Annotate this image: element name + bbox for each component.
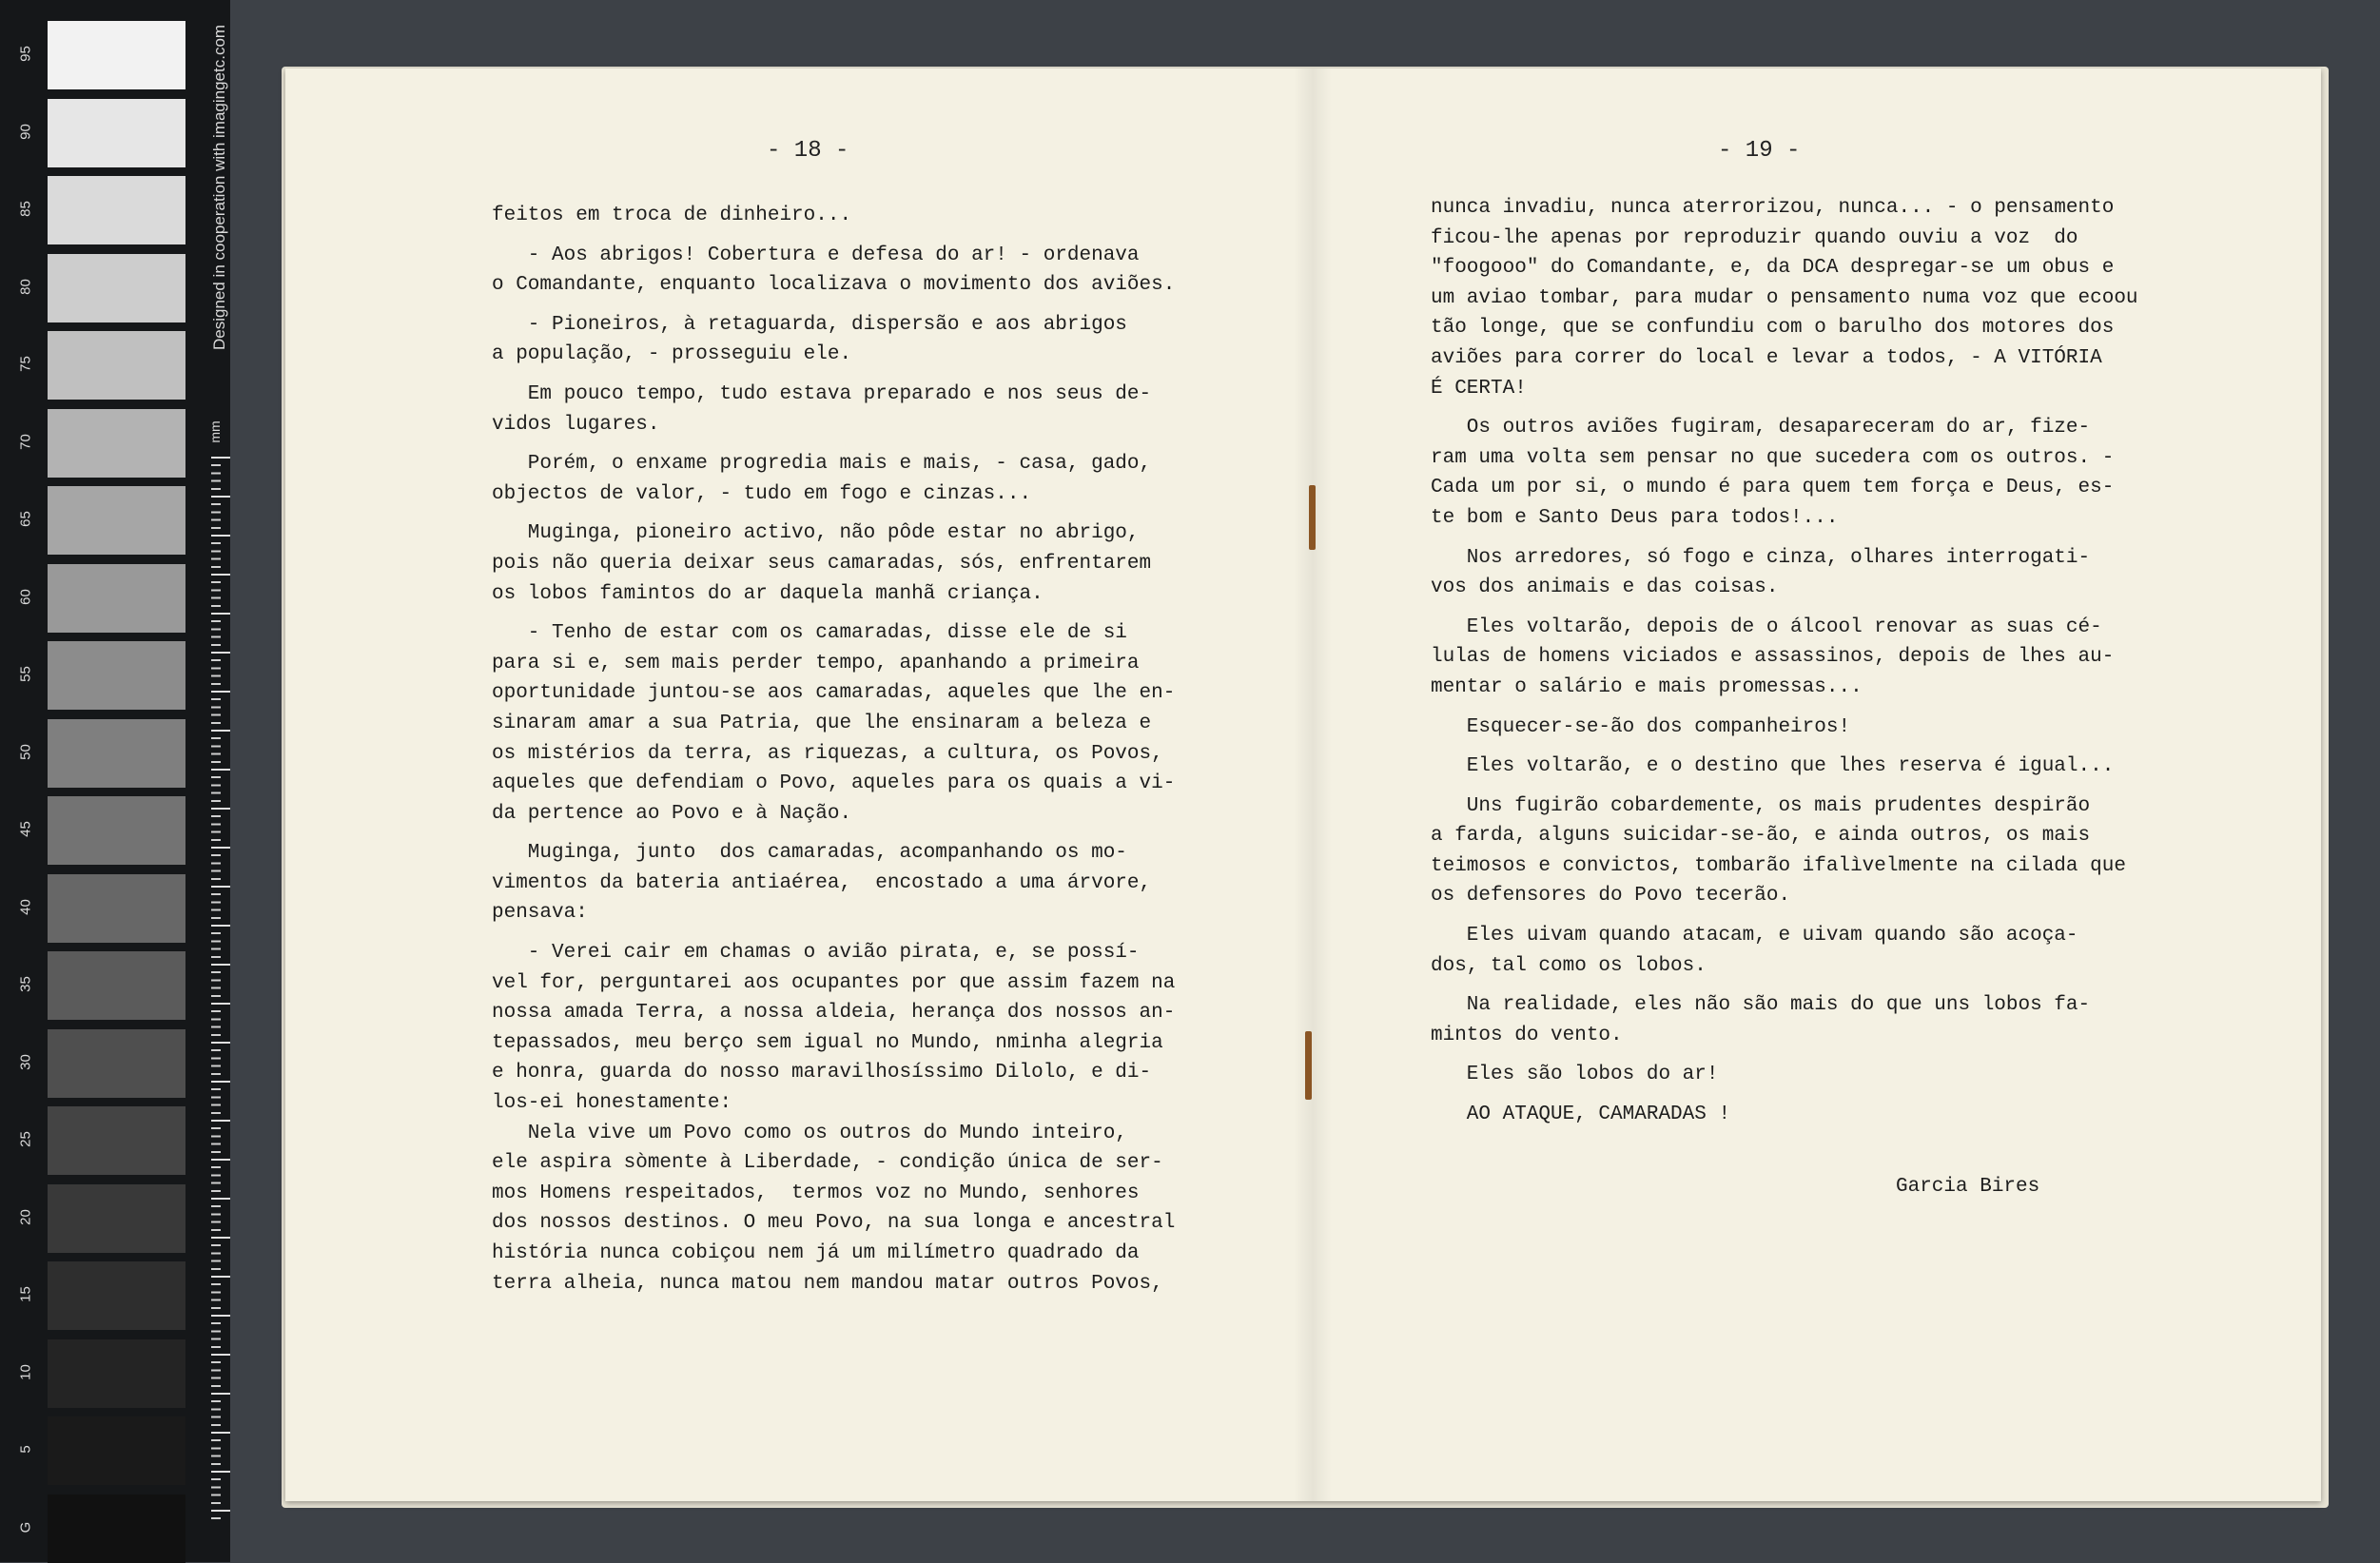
text-line: teimosos e convictos, tombarão ifalìvelmente na cilada que — [1431, 854, 2126, 877]
text-line: Os outros aviões fugiram, desapareceram do ar, fize- — [1431, 417, 2091, 440]
text-line: história nunca cobiçou nem já um milímetro quadrado da — [492, 1242, 1140, 1264]
patch-label: 20 — [17, 1208, 34, 1225]
text-line: terra alheia, nunca matou nem mandou matar outros Povos, — [492, 1272, 1163, 1295]
text-line: - Tenho de estar com os camaradas, disse ele de si — [492, 622, 1127, 645]
text-line: Porém, o enxame progredia mais e mais, - casa, gado, — [492, 453, 1152, 476]
patch-label: 15 — [17, 1286, 34, 1302]
paragraph-gap — [492, 231, 1175, 241]
patch-label: 65 — [17, 511, 34, 527]
text-line: ram uma volta sem pensar no que sucedera com os outros. - — [1431, 446, 2115, 469]
text-line: da pertence ao Povo e à Nação. — [492, 802, 852, 825]
patch-label: 70 — [17, 433, 34, 450]
author-signature: Garcia Bires — [1896, 1176, 2040, 1198]
text-line: Uns fugirão cobardemente, os mais prudentes despirão — [1431, 794, 2091, 817]
gray-patch — [48, 254, 185, 322]
text-line: para si e, sem mais perder tempo, apanhando a primeira — [492, 652, 1140, 674]
paragraph-gap — [1431, 703, 2138, 713]
right-page-text — [1431, 193, 2138, 1130]
paragraph-gap — [1431, 603, 2138, 613]
paragraph-gap — [1431, 1090, 2138, 1100]
paragraph-gap — [1431, 981, 2138, 990]
right-page-number: - 19 - — [1718, 138, 1801, 164]
gray-patch — [48, 874, 185, 943]
text-line: pois não queria deixar seus camaradas, sós, enfrentarem — [492, 552, 1152, 575]
text-line: aviões para correr do local e levar a todos, - A VITÓRIA — [1431, 346, 2102, 369]
patch-label: 75 — [17, 356, 34, 372]
text-line: Nos arredores, só fogo e cinza, olhares interrogati- — [1431, 546, 2091, 569]
gray-patch — [48, 1106, 185, 1175]
text-line: - Verei cair em chamas o avião pirata, e, se possí- — [492, 942, 1140, 965]
calibration-credit: Designed in cooperation with imagingetc.com — [210, 24, 228, 350]
text-line: Esquecer-se-ão dos companheiros! — [1431, 715, 1851, 738]
patch-label: 95 — [17, 46, 34, 62]
ruler-unit-label: mm — [207, 420, 223, 443]
text-line: lulas de homens viciados e assassinos, depois de lhes au- — [1431, 646, 2115, 669]
text-line: ele aspira sòmente à Liberdade, - condição única de ser- — [492, 1152, 1163, 1175]
paragraph-gap — [1431, 911, 2138, 921]
text-line: Eles voltarão, depois de o álcool renovar as suas cé- — [1431, 615, 2102, 638]
paragraph-gap — [1431, 742, 2138, 752]
text-line: Muginga, pioneiro activo, não pôde estar no abrigo, — [492, 522, 1140, 545]
text-line: feitos em troca de dinheiro... — [492, 205, 852, 226]
text-line: um aviao tombar, para mudar o pensamento numa voz que ecoou — [1431, 286, 2138, 309]
text-line: vos dos animais e das coisas. — [1431, 576, 1779, 599]
staple-bottom — [1305, 1031, 1312, 1100]
text-line: nossa amada Terra, a nossa aldeia, herança dos nossos an- — [492, 1002, 1176, 1025]
gray-patch — [48, 1495, 185, 1563]
patch-label: 30 — [17, 1053, 34, 1070]
patch-label: 85 — [17, 201, 34, 217]
patch-label: 80 — [17, 278, 34, 295]
text-line: Nela vive um Povo como os outros do Mundo inteiro, — [492, 1122, 1127, 1144]
text-line: mentar o salário e mais promessas... — [1431, 675, 1863, 698]
patch-label: 55 — [17, 666, 34, 682]
gray-patch — [48, 486, 185, 555]
text-line: a população, - prosseguiu ele. — [492, 343, 852, 366]
text-line: "foogooo" do Comandante, e, da DCA despregar-se um obus e — [1431, 257, 2115, 280]
text-line: objectos de valor, - tudo em fogo e cinzas... — [492, 482, 1032, 505]
text-line: Em pouco tempo, tudo estava preparado e nos seus de- — [492, 382, 1152, 405]
text-line: e honra, guarda do nosso maravilhosíssimo Dilolo, e di- — [492, 1062, 1152, 1084]
gray-patch — [48, 796, 185, 865]
mm-ruler-major-ticks — [211, 457, 230, 1522]
booklet-spine — [1294, 68, 1332, 1501]
text-line: los-ei honestamente: — [492, 1092, 732, 1115]
patch-label: G — [17, 1521, 34, 1533]
text-line: AO ATAQUE, CAMARADAS ! — [1431, 1104, 1731, 1126]
patch-label: 10 — [17, 1363, 34, 1380]
gray-patch — [48, 409, 185, 478]
text-line: te bom e Santo Deus para todos!... — [1431, 506, 1839, 529]
text-line: vel for, perguntarei aos ocupantes por que assim fazem na — [492, 971, 1176, 994]
color-calibration-strip — [0, 0, 230, 1562]
text-line: Na realidade, eles não são mais do que uns lobos fa- — [1431, 994, 2091, 1017]
paragraph-gap — [1431, 534, 2138, 543]
patch-label: 50 — [17, 743, 34, 760]
gray-patch — [48, 1416, 185, 1485]
text-line: a farda, alguns suicidar-se-ão, e ainda outros, os mais — [1431, 825, 2091, 848]
gray-patch — [48, 641, 185, 710]
text-line: É CERTA! — [1431, 377, 1527, 400]
patch-label: 45 — [17, 821, 34, 837]
text-line: tão longe, que se confundiu com o barulho dos motores dos — [1431, 317, 2115, 340]
text-line: vimentos da bateria antiaérea, encostado a uma árvore, — [492, 871, 1152, 894]
paragraph-gap — [492, 509, 1175, 518]
text-line: Eles uivam quando atacam, e uivam quando são acoça- — [1431, 925, 2078, 948]
paragraph-gap — [1431, 403, 2138, 413]
gray-patch — [48, 99, 185, 167]
patch-label: 40 — [17, 898, 34, 915]
open-booklet — [285, 68, 2321, 1501]
left-page-text — [492, 201, 1175, 1299]
gray-patch — [48, 951, 185, 1020]
patch-label: 25 — [17, 1131, 34, 1147]
text-line: ficou-lhe apenas por reproduzir quando ouviu a voz do — [1431, 226, 2078, 249]
text-line: nunca invadiu, nunca aterrorizou, nunca... - o pensamento — [1431, 197, 2115, 219]
gray-patch — [48, 1184, 185, 1253]
patch-label: 90 — [17, 123, 34, 140]
text-line: sinaram amar a sua Patria, que lhe ensinaram a beleza e — [492, 712, 1152, 734]
gray-patch — [48, 564, 185, 633]
text-line: Muginga, junto dos camaradas, acompanhando os mo- — [492, 842, 1127, 865]
paragraph-gap — [492, 301, 1175, 310]
text-line: - Pioneiros, à retaguarda, dispersão e aos abrigos — [492, 313, 1127, 336]
text-line: mos Homens respeitados, termos voz no Mundo, senhores — [492, 1182, 1140, 1204]
gray-patch — [48, 1339, 185, 1408]
text-line: os defensores do Povo tecerão. — [1431, 885, 1791, 908]
patch-label: 60 — [17, 588, 34, 605]
text-line: pensava: — [492, 902, 588, 925]
gray-patch — [48, 176, 185, 244]
staple-top — [1309, 485, 1316, 550]
gray-patch — [48, 331, 185, 400]
text-line: os lobos famintos do ar daquela manhã criança. — [492, 582, 1044, 605]
text-line: oportunidade juntou-se aos camaradas, aqueles que lhe en- — [492, 682, 1176, 705]
gray-patch — [48, 719, 185, 788]
patch-label: 5 — [17, 1445, 34, 1454]
text-line: aqueles que defendiam o Povo, aqueles para os quais a vi- — [492, 772, 1176, 795]
left-page-number: - 18 - — [767, 138, 849, 164]
text-line: os mistérios da terra, as riquezas, a cultura, os Povos, — [492, 742, 1163, 765]
paragraph-gap — [492, 829, 1175, 838]
paragraph-gap — [492, 609, 1175, 618]
text-line: Eles voltarão, e o destino que lhes reserva é igual... — [1431, 755, 2115, 778]
text-line: dos nossos destinos. O meu Povo, na sua longa e ancestral — [492, 1212, 1176, 1235]
text-line: Cada um por si, o mundo é para quem tem força e Deus, es- — [1431, 477, 2115, 499]
patch-label: 35 — [17, 976, 34, 992]
text-line: vidos lugares. — [492, 413, 660, 436]
paragraph-gap — [492, 928, 1175, 938]
text-line: Eles são lobos do ar! — [1431, 1064, 1719, 1086]
text-line: tepassados, meu berço sem igual no Mundo, nminha alegria — [492, 1031, 1163, 1054]
text-line: mintos do vento. — [1431, 1024, 1623, 1046]
paragraph-gap — [1431, 1050, 2138, 1060]
gray-patch — [48, 1029, 185, 1098]
text-line: o Comandante, enquanto localizava o movimento dos aviões. — [492, 274, 1176, 297]
paragraph-gap — [1431, 782, 2138, 791]
text-line: - Aos abrigos! Cobertura e defesa do ar! - ordenava — [492, 244, 1140, 266]
paragraph-gap — [492, 370, 1175, 380]
gray-patch — [48, 21, 185, 89]
text-line: dos, tal como os lobos. — [1431, 954, 1707, 977]
paragraph-gap — [492, 440, 1175, 449]
gray-patch — [48, 1261, 185, 1330]
